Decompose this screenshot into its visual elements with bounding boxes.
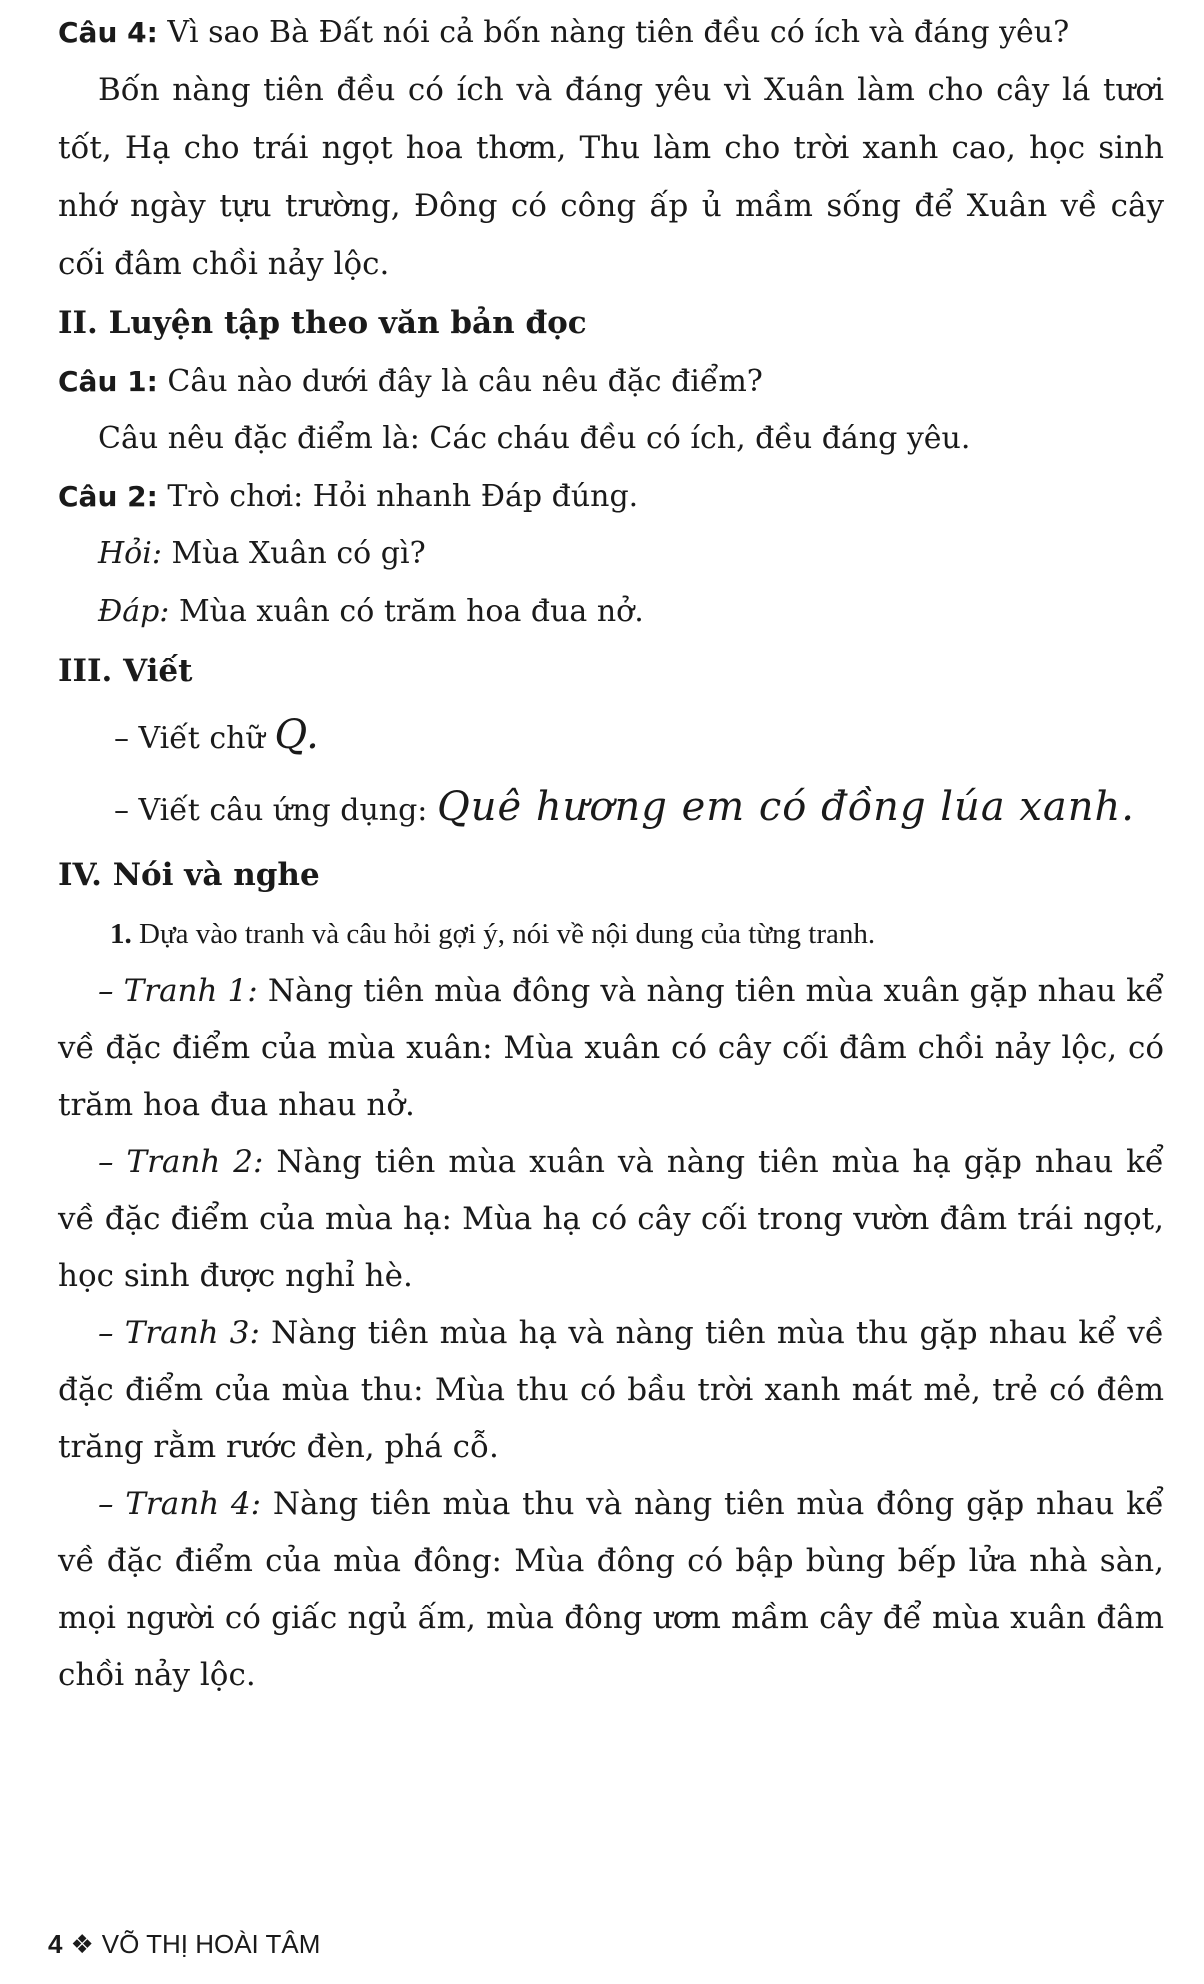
tranh-4-paragraph bbox=[58, 1476, 1164, 1704]
write-letter-line bbox=[58, 701, 1164, 773]
tranh-3-paragraph bbox=[58, 1305, 1164, 1476]
section-2-answer-1: Câu nêu đặc điểm là: Các cháu đều có ích, đều đáng yêu. bbox=[98, 421, 971, 456]
tranh-label: – Tranh 4: bbox=[98, 1486, 262, 1522]
question-4-answer: Bốn nàng tiên đều có ích và đáng yêu vì Xuân làm cho cây lá tươi tốt, Hạ cho trái ngọt hoa thơm, Thu làm cho trời xanh cao, học sinh nhớ ngày tựu trường, Đông có công ấp ủ mầm sống để Xuân về cây cối đâm chồi nảy lộc. bbox=[58, 72, 1164, 282]
author-name: VÕ THỊ HOÀI TÂM bbox=[101, 1929, 321, 1959]
section-3-heading: III. Viết bbox=[58, 653, 193, 689]
section-4-item-1 bbox=[58, 905, 1164, 963]
ornament-icon: ❖ bbox=[70, 1929, 94, 1959]
write-letter-text: – Viết chữ bbox=[114, 721, 265, 756]
tranh-label: – Tranh 3: bbox=[98, 1315, 260, 1351]
item-text: Dựa vào tranh và câu hỏi gợi ý, nói về nội dung của từng tranh. bbox=[139, 918, 876, 950]
section-4-heading: IV. Nói và nghe bbox=[58, 857, 320, 893]
question-text: Vì sao Bà Đất nói cả bốn nàng tiên đều có ích và đáng yêu? bbox=[167, 15, 1070, 50]
section-2-question-1 bbox=[58, 353, 1164, 410]
reply-line bbox=[58, 583, 1164, 641]
question-label: Câu 1: bbox=[58, 365, 158, 398]
write-sentence-line bbox=[58, 773, 1164, 845]
item-number: 1. bbox=[110, 918, 132, 950]
section-2-question-2 bbox=[58, 468, 1164, 525]
ask-text: Mùa Xuân có gì? bbox=[171, 536, 426, 571]
question-text: Câu nào dưới đây là câu nêu đặc điểm? bbox=[167, 364, 763, 399]
page-number: 4 bbox=[48, 1929, 63, 1959]
handwritten-letter: Q. bbox=[274, 712, 320, 758]
tranh-2-paragraph bbox=[58, 1134, 1164, 1305]
tranh-1-paragraph bbox=[58, 963, 1164, 1134]
question-label: Câu 4: bbox=[58, 16, 158, 49]
write-sentence-text: – Viết câu ứng dụng: bbox=[114, 793, 428, 828]
tranh-text: Nàng tiên mùa đông và nàng tiên mùa xuân gặp nhau kể về đặc điểm của mùa xuân: Mùa xuân có cây cối đâm chồi nảy lộc, có trăm hoa đua nhau nở. bbox=[58, 973, 1164, 1123]
ask-label: Hỏi: bbox=[98, 536, 162, 571]
tranh-text: Nàng tiên mùa hạ và nàng tiên mùa thu gặp nhau kể về đặc điểm của mùa thu: Mùa thu có bầu trời xanh mát mẻ, trẻ có đêm trăng rằm rước đèn, phá cỗ. bbox=[58, 1315, 1165, 1465]
page-footer bbox=[48, 1929, 320, 1960]
tranh-text: Nàng tiên mùa thu và nàng tiên mùa đông gặp nhau kể về đặc điểm của mùa đông: Mùa đông có bập bùng bếp lửa nhà sàn, mọi người có giấc ngủ ấm, mùa đông ươm mầm cây để mùa xuân đâm chồi nảy lộc. bbox=[58, 1486, 1164, 1693]
tranh-label: – Tranh 2: bbox=[98, 1144, 264, 1180]
section-2-heading: II. Luyện tập theo văn bản đọc bbox=[58, 305, 587, 341]
reply-text: Mùa xuân có trăm hoa đua nở. bbox=[178, 594, 644, 629]
question-text: Trò chơi: Hỏi nhanh Đáp đúng. bbox=[167, 479, 639, 514]
question-label: Câu 2: bbox=[58, 480, 158, 513]
handwritten-sentence: Quê hương em có đồng lúa xanh. bbox=[436, 784, 1136, 830]
ask-line bbox=[58, 525, 1164, 583]
tranh-text: Nàng tiên mùa xuân và nàng tiên mùa hạ gặp nhau kể về đặc điểm của mùa hạ: Mùa hạ có cây cối trong vườn đâm trái ngọt, học sinh được nghỉ hè. bbox=[58, 1144, 1164, 1294]
question-4 bbox=[58, 4, 1164, 61]
tranh-label: – Tranh 1: bbox=[98, 973, 258, 1009]
reply-label: Đáp: bbox=[98, 594, 170, 629]
